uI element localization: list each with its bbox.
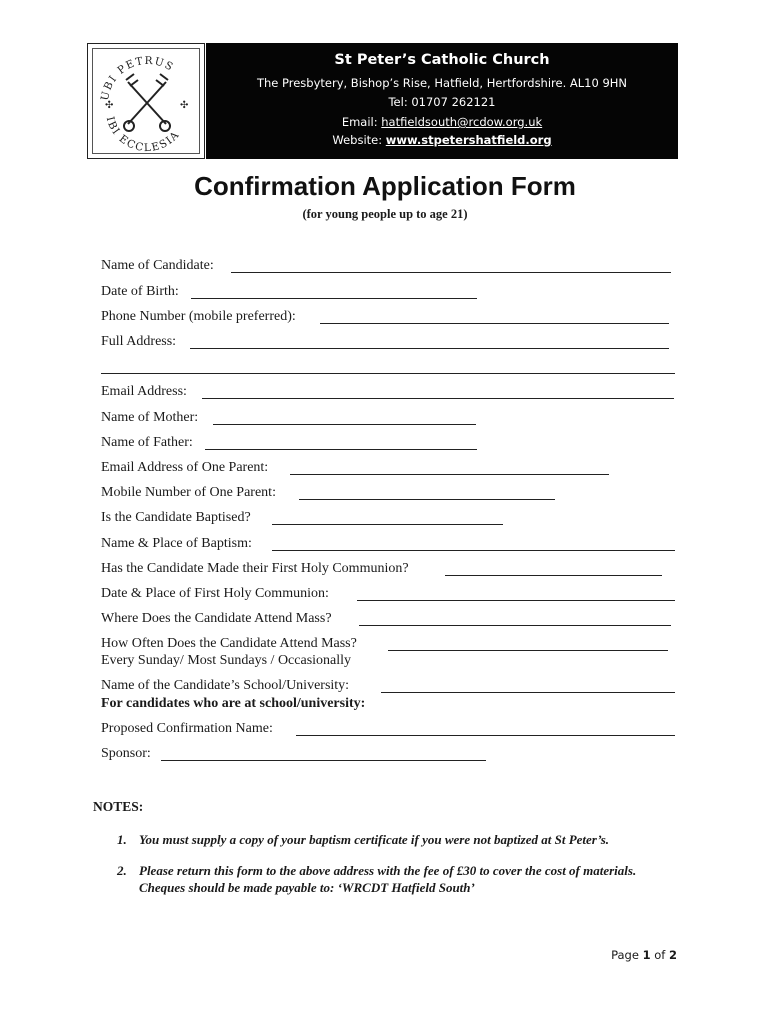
place-of-baptism-line[interactable] bbox=[272, 550, 675, 551]
email-parent-line[interactable] bbox=[290, 474, 609, 475]
website-label: Website: bbox=[332, 133, 386, 147]
church-header bbox=[206, 43, 678, 159]
svg-text:✣: ✣ bbox=[105, 100, 114, 111]
church-address: The Presbytery, Bishop’s Rise, Hatfield, Hertfordshire. AL10 9HN bbox=[256, 76, 628, 90]
page-of: of bbox=[650, 948, 669, 962]
page-number bbox=[611, 948, 677, 962]
name-of-candidate-label: Name of Candidate: bbox=[101, 258, 214, 273]
church-website-line bbox=[206, 133, 678, 147]
attend-mass-label: Where Does the Candidate Attend Mass? bbox=[101, 611, 332, 626]
attend-mass-line[interactable] bbox=[359, 625, 671, 626]
school-note: For candidates who are at school/university: bbox=[101, 696, 366, 711]
phone-line[interactable] bbox=[320, 323, 669, 324]
note-number: 2. bbox=[117, 863, 127, 878]
email-label: Email: bbox=[341, 115, 382, 129]
school-label: Name of the Candidate’s School/University: bbox=[101, 678, 350, 693]
baptised-line[interactable] bbox=[272, 524, 503, 525]
name-of-father-line[interactable] bbox=[205, 449, 477, 450]
full-address-line-2[interactable] bbox=[101, 373, 675, 374]
first-communion-label: Has the Candidate Made their First Holy Communion? bbox=[101, 561, 409, 576]
date-of-birth-line[interactable] bbox=[191, 298, 477, 299]
note-text-continued: Cheques should be made payable to: ‘WRCDT Hatfield South’ bbox=[139, 880, 475, 895]
full-address-label: Full Address: bbox=[101, 334, 177, 349]
church-name: St Peter’s Catholic Church bbox=[334, 52, 550, 68]
mass-frequency-options[interactable]: Every Sunday/ Most Sundays / Occasionally bbox=[101, 653, 352, 668]
note-text: Please return this form to the above address with the fee of £30 to cover the cost of materials. bbox=[139, 863, 637, 878]
email-link[interactable]: hatfieldsouth@rcdow.org.uk bbox=[381, 115, 543, 129]
how-often-mass-label: How Often Does the Candidate Attend Mass? bbox=[101, 636, 357, 651]
how-often-mass-line[interactable] bbox=[388, 650, 668, 651]
note-text: You must supply a copy of your baptism certificate if you were not baptized at St Peter’s. bbox=[139, 832, 610, 847]
church-telephone: Tel: 01707 262121 bbox=[388, 95, 496, 109]
date-first-communion-line[interactable] bbox=[357, 600, 675, 601]
mobile-parent-line[interactable] bbox=[299, 499, 555, 500]
form-subtitle: (for young people up to age 21) bbox=[302, 207, 468, 221]
sponsor-line[interactable] bbox=[161, 760, 486, 761]
website-link[interactable]: www.stpetershatfield.org bbox=[385, 133, 552, 147]
church-seal-logo bbox=[87, 43, 205, 159]
baptised-label: Is the Candidate Baptised? bbox=[101, 510, 251, 525]
svg-text:✣: ✣ bbox=[180, 100, 189, 111]
name-of-father-label: Name of Father: bbox=[101, 435, 193, 450]
mobile-parent-label: Mobile Number of One Parent: bbox=[101, 485, 276, 500]
full-address-line-1[interactable] bbox=[190, 348, 669, 349]
confirmation-name-line[interactable] bbox=[296, 735, 675, 736]
name-of-candidate-line[interactable] bbox=[231, 272, 671, 273]
form-title: Confirmation Application Form bbox=[194, 171, 576, 201]
date-first-communion-label: Date & Place of First Holy Communion: bbox=[101, 586, 329, 601]
school-line[interactable] bbox=[381, 692, 675, 693]
first-communion-line[interactable] bbox=[445, 575, 662, 576]
name-of-mother-label: Name of Mother: bbox=[101, 410, 199, 425]
email-address-line[interactable] bbox=[202, 398, 674, 399]
svg-text:UBI PETRUS: UBI PETRUS bbox=[98, 54, 177, 102]
email-address-label: Email Address: bbox=[101, 384, 187, 399]
note-number: 1. bbox=[117, 832, 127, 847]
place-of-baptism-label: Name & Place of Baptism: bbox=[101, 536, 252, 551]
crossed-keys-icon bbox=[88, 44, 206, 160]
page-total: 2 bbox=[668, 948, 677, 962]
confirmation-name-label: Proposed Confirmation Name: bbox=[101, 721, 273, 736]
church-email-line bbox=[206, 115, 678, 129]
name-of-mother-line[interactable] bbox=[213, 424, 476, 425]
date-of-birth-label: Date of Birth: bbox=[101, 284, 179, 299]
page-current: 1 bbox=[642, 948, 651, 962]
svg-text:IBI ECCLESIA: IBI ECCLESIA bbox=[103, 115, 183, 155]
page-label: Page bbox=[611, 948, 643, 962]
email-parent-label: Email Address of One Parent: bbox=[101, 460, 269, 475]
sponsor-label: Sponsor: bbox=[101, 746, 151, 761]
phone-label: Phone Number (mobile preferred): bbox=[101, 309, 296, 324]
notes-heading: NOTES: bbox=[93, 799, 144, 814]
